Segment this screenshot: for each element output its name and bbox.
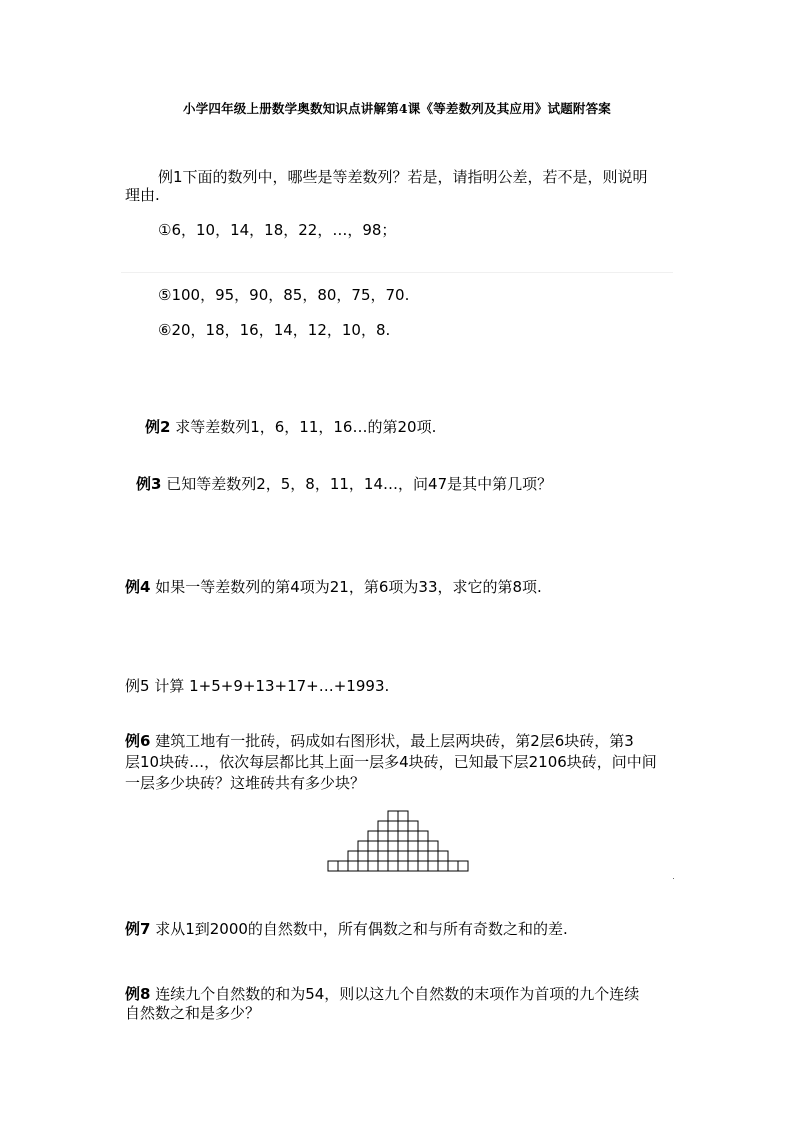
- example4-label: 例4: [125, 578, 151, 596]
- brick-cell: [408, 861, 418, 871]
- brick-cell: [408, 831, 418, 841]
- brick-cell: [398, 831, 408, 841]
- example8-question-line2: 自然数之和是多少？: [125, 1004, 261, 1022]
- brick-cell: [368, 851, 378, 861]
- brick-cell: [448, 861, 458, 871]
- brick-cell: [418, 831, 428, 841]
- brick-cell: [378, 861, 388, 871]
- brick-cell: [438, 851, 448, 861]
- example3-label: 例3: [136, 475, 162, 493]
- brick-cell: [398, 811, 408, 821]
- brick-cell: [398, 851, 408, 861]
- example1-item-5: ⑤100，95，90，85，80，75，70.: [158, 286, 410, 304]
- brick-cell: [418, 861, 428, 871]
- brick-cell: [428, 851, 438, 861]
- brick-cell: [388, 861, 398, 871]
- example6-label: 例6: [125, 732, 151, 750]
- example6-question-line2: 层10块砖…，依次每层都比其上面一层多4块砖，已知最下层2106块砖，问中间: [125, 753, 657, 771]
- example1-label: 例1: [158, 168, 183, 186]
- brick-cell: [408, 841, 418, 851]
- example5-text: 计算 1+5+9+13+17+…+1993.: [154, 677, 390, 695]
- example7-label: 例7: [125, 920, 151, 938]
- brick-cell: [378, 841, 388, 851]
- example2-label: 例2: [145, 418, 171, 436]
- brick-cell: [378, 821, 388, 831]
- brick-cell: [388, 851, 398, 861]
- brick-cell: [428, 861, 438, 871]
- example7-question: [125, 918, 568, 940]
- example1-item-6: ⑥20，18，16，14，12，10，8.: [158, 321, 391, 339]
- example1-question-line2: 理由.: [125, 186, 160, 204]
- brick-cell: [358, 861, 368, 871]
- brick-cell: [368, 831, 378, 841]
- example5-label: 例5: [125, 677, 150, 695]
- example1-item-1: ①6，10，14，18，22，…，98；: [158, 221, 397, 239]
- brick-cell: [378, 851, 388, 861]
- brick-cell: [458, 861, 468, 871]
- brick-cell: [348, 861, 358, 871]
- brick-cell: [398, 821, 408, 831]
- brick-cell: [368, 841, 378, 851]
- brick-cell: [418, 851, 428, 861]
- brick-cell: [378, 831, 388, 841]
- example7-text: 求从1到2000的自然数中，所有偶数之和与所有奇数之和的差.: [155, 920, 568, 938]
- stray-dot: [673, 878, 674, 879]
- example6-question-line3: 一层多少块砖？这堆砖共有多少块？: [125, 774, 366, 792]
- brick-cell: [398, 841, 408, 851]
- brick-cell: [358, 841, 368, 851]
- brick-cell: [418, 841, 428, 851]
- example4-text: 如果一等差数列的第4项为21，第6项为33，求它的第8项.: [155, 578, 542, 596]
- example3-text: 已知等差数列2，5，8，11，14…，问47是其中第几项？: [166, 475, 553, 493]
- brick-cell: [408, 851, 418, 861]
- brick-cell: [438, 861, 448, 871]
- brick-cell: [368, 861, 378, 871]
- brick-cell: [398, 861, 408, 871]
- brick-cell: [358, 851, 368, 861]
- brick-cell: [388, 821, 398, 831]
- example1-text: 下面的数列中，哪些是等差数列？若是，请指明公差，若不是，则说明: [182, 168, 648, 186]
- brick-cell: [428, 841, 438, 851]
- brick-cell: [408, 821, 418, 831]
- brick-cell: [388, 841, 398, 851]
- example8-text-line1: 连续九个自然数的和为54，则以这九个自然数的末项作为首项的九个连续: [155, 985, 640, 1003]
- brick-cell: [388, 811, 398, 821]
- brick-cell: [338, 861, 348, 871]
- example8-label: 例8: [125, 985, 151, 1003]
- example2-text: 求等差数列1，6，11，16…的第20项.: [175, 418, 437, 436]
- example6-text-line1: 建筑工地有一批砖，码成如右图形状，最上层两块砖，第2层6块砖，第3: [155, 732, 634, 750]
- brick-cell: [348, 851, 358, 861]
- page-title: 小学四年级上册数学奥数知识点讲解第4课《等差数列及其应用》试题附答案: [183, 101, 611, 116]
- brick-cell: [328, 861, 338, 871]
- brick-cell: [388, 831, 398, 841]
